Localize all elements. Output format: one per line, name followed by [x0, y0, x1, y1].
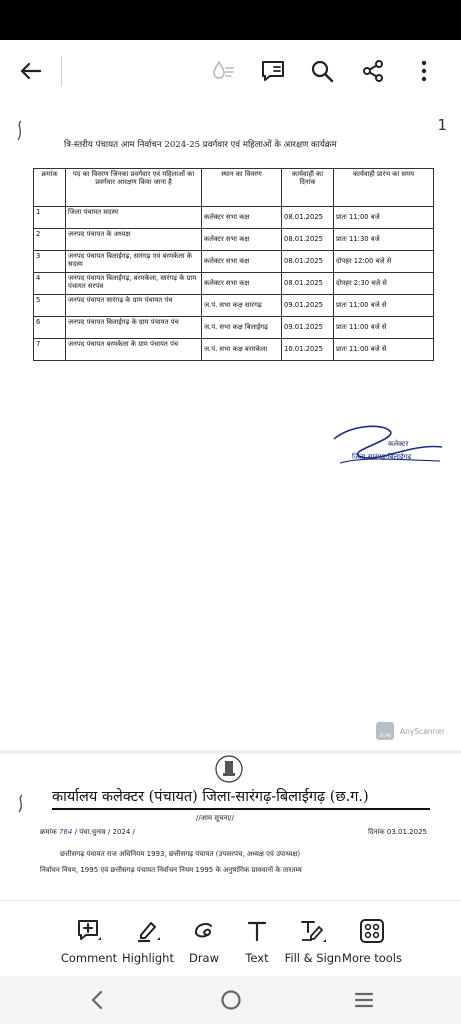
bottom-toolbar	[0, 900, 461, 976]
cell-post: जनपद पंचायत बिलाईगढ़, बरमकेला, सारंगढ़ के ग्राम पंचायत सरपंच	[66, 273, 202, 295]
cell-place: ज.पं. सभा कक्ष बरमकेला	[202, 339, 282, 361]
document-heading: त्रि-स्तरीय पंचायत आम निर्वाचन 2024-25 प्रवर्गवार एवं महिलाओं के आरक्षण कार्यक्रम	[64, 140, 337, 150]
table-row	[34, 207, 434, 229]
status-bar	[0, 0, 461, 40]
cell-post: जनपद पंचायत के अध्यक्ष	[66, 229, 202, 251]
nav-home-icon[interactable]	[216, 986, 246, 1014]
reference-number	[40, 828, 135, 837]
comment-list-icon[interactable]	[256, 54, 290, 88]
scanner-logo-icon: SCAN	[376, 722, 394, 740]
scanner-watermark	[376, 722, 445, 740]
text-tool-label: Text	[245, 951, 269, 965]
table-row	[34, 295, 434, 317]
cell-place: ज.पं. सभा कक्ष सारंगढ़	[202, 295, 282, 317]
system-nav-bar	[0, 976, 461, 1024]
app-toolbar	[0, 40, 461, 102]
cell-post: जनपद पंचायत बिलाईगढ़, सारंगढ़ एवं बरमकेला के सदस्य	[66, 251, 202, 273]
signatory-designation: कलेक्टर	[388, 440, 409, 448]
col-header-time: कार्यवाही प्रारंभ का समय	[334, 169, 434, 207]
more-tools-icon	[358, 917, 386, 945]
punch-mark-icon	[15, 120, 25, 142]
ref-suffix: / पंचा.चुनाव / 2024 /	[74, 828, 135, 836]
state-emblem-icon	[214, 754, 244, 784]
highlight-icon	[134, 917, 162, 945]
body-text-line: छत्तीसगढ़ पंचायत राज अधिनियम 1993, छत्तीसगढ़ पंचायत (उपसरपंच, अध्यक्ष एवं उपाध्यक्ष)	[60, 850, 301, 858]
ref-prefix: क्रमांक	[40, 828, 57, 836]
table-row	[34, 273, 434, 295]
table-row	[34, 317, 434, 339]
cell-serial: 1	[34, 207, 66, 229]
cell-place: ज.पं. सभा कक्ष बिलाईगढ़	[202, 317, 282, 339]
cell-post: जनपद पंचायत सारंगढ़ के ग्राम पंचायत पंच	[66, 295, 202, 317]
cell-time: प्रातः 11:00 बजे से	[334, 339, 434, 361]
cell-post: जनपद पंचायत बिलाईगढ़ के ग्राम पंचायत पंच	[66, 317, 202, 339]
comment-tool-label: Comment	[60, 951, 118, 965]
highlight-tool-label: Highlight	[122, 951, 174, 965]
more-tools-label: More tools	[342, 951, 402, 965]
cell-post: जनपद पंचायत बरमकेला के ग्राम पंचायत पंच	[66, 339, 202, 361]
cell-place: कलेक्टर सभा कक्ष	[202, 273, 282, 295]
reference-date: दिनांक 03.01.2025	[368, 828, 427, 836]
toolbar-divider	[61, 56, 62, 86]
cell-place: कलेक्टर सभा कक्ष	[202, 251, 282, 273]
ref-handwritten: 764	[59, 828, 73, 836]
table-row	[34, 339, 434, 361]
cell-date: 08.01.2025	[282, 207, 334, 229]
cell-time: प्रातः 11:00 बजे से	[334, 295, 434, 317]
cell-serial: 4	[34, 273, 66, 295]
cell-serial: 7	[34, 339, 66, 361]
cell-date: 09.01.2025	[282, 317, 334, 339]
cell-time: प्रातः 11:30 बजे	[334, 229, 434, 251]
cell-time: दोपहर 2:30 बजे से	[334, 273, 434, 295]
cell-serial: 3	[34, 251, 66, 273]
fill-sign-tool-label: Fill & Sign	[284, 951, 342, 965]
cell-place: कलेक्टर सभा कक्ष	[202, 207, 282, 229]
pdf-page-2	[0, 754, 461, 900]
cell-serial: 6	[34, 317, 66, 339]
table-header-row	[34, 169, 434, 207]
cell-date: 09.01.2025	[282, 295, 334, 317]
more-tools-button[interactable]	[334, 917, 410, 973]
cell-date: 08.01.2025	[282, 273, 334, 295]
nav-back-icon[interactable]	[82, 986, 112, 1014]
table-row	[34, 251, 434, 273]
share-icon[interactable]	[356, 54, 390, 88]
cell-date: 10.01.2025	[282, 339, 334, 361]
comment-icon	[75, 917, 103, 945]
office-title: कार्यालय कलेक्टर (पंचायत) जिला-सारंगढ़-बिलाईगढ़ (छ.ग.)	[52, 789, 369, 805]
signatory-district: जिला सारंगढ़-बिलाईगढ़	[352, 453, 412, 461]
punch-mark-icon	[16, 794, 26, 814]
cell-serial: 5	[34, 295, 66, 317]
nav-recents-icon[interactable]	[349, 986, 379, 1014]
col-header-post: पद का विवरण जिनका प्रवर्गवार एवं महिलाओं का प्रवर्गवार आरक्षण किया जाना है	[66, 169, 202, 207]
reservation-schedule-table	[33, 168, 434, 361]
fill-sign-icon	[299, 917, 327, 945]
scanner-watermark-text: AnyScanner	[400, 726, 446, 736]
cell-time: प्रातः 11:00 बजे से	[334, 317, 434, 339]
col-header-serial: क्रमांक	[34, 169, 66, 207]
back-arrow-icon[interactable]	[13, 54, 47, 88]
cell-date: 08.01.2025	[282, 229, 334, 251]
table-row	[34, 229, 434, 251]
liquid-mode-icon[interactable]	[206, 54, 240, 88]
cell-time: प्रातः 11:00 बजे	[334, 207, 434, 229]
cell-place: कलेक्टर सभा कक्ष	[202, 229, 282, 251]
cell-date: 08.01.2025	[282, 251, 334, 273]
col-header-place: स्थान का विवरण	[202, 169, 282, 207]
body-text-line: निर्वाचन नियम, 1995 एवं छत्तीसगढ़ पंचायत निर्वाचन नियम 1995 के अनुषांगिक प्रावधानों के तारतम्य	[40, 866, 302, 874]
page-number-badge: 1	[437, 116, 447, 134]
cell-time: दोपहर 12:00 बजे से	[334, 251, 434, 273]
more-vert-icon[interactable]	[407, 54, 441, 88]
search-icon[interactable]	[305, 54, 339, 88]
col-header-date: कार्यवाही का दिनांक	[282, 169, 334, 207]
draw-tool-label: Draw	[188, 951, 220, 965]
draw-icon	[190, 917, 218, 945]
title-underline	[52, 808, 430, 810]
cell-post: जिला पंचायत सदस्य	[66, 207, 202, 229]
text-icon	[243, 917, 271, 945]
notice-subtitle: //आम सूचना//	[196, 814, 234, 822]
pdf-page-1	[0, 102, 461, 750]
cell-serial: 2	[34, 229, 66, 251]
document-viewer[interactable]	[0, 102, 461, 900]
